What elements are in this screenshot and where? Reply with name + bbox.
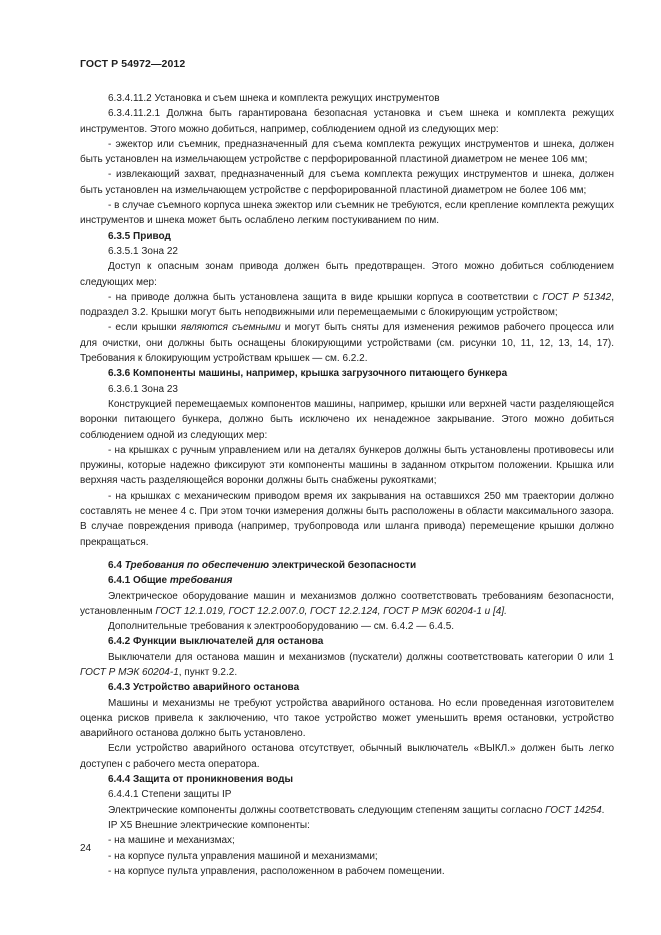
paragraph: Электрические компоненты должны соответствовать следующим степеням защиты согласно ГОСТ 14254. [108,804,605,816]
subsection-heading: 6.3.6.1 Зона 23 [108,383,178,395]
section-heading: 6.4.2 Функции выключателей для останова [108,636,324,648]
page-number: 24 [80,843,92,854]
list-item: - на корпусе пульта управления, расположенном в рабочем помещении. [108,865,445,877]
section-heading: 6.4.3 Устройство аварийного останова [108,682,300,694]
paragraph: 6.3.4.11.2.1 Должна быть гарантирована безопасная установка и съем шнека и комплекта режущих инструментов. Этого можно добиться, например, соблюдением одной из следующих мер: [80,108,614,135]
document-body [80,91,614,879]
list-item: - эжектор или съемник, предназначенный для съема комплекта режущих инструментов и шнека, должен быть установлен на измельчающем устройстве с перфорированной пластиной диаметром не менее 106 мм; [80,138,614,166]
section-heading: 6.3.6 Компоненты машины, например, крышка загрузочного питающего бункера [108,368,508,380]
section-heading: 6.4 Требования по обеспечению электрической безопасности [108,559,417,571]
list-item: - на крышках с ручным управлением или на деталях бункеров должны быть установлены противовесы или пружины, которые надежно фиксируют эти компоненты машины в заданном открытом положении. Крышка или верхняя часть разделяющейся воронки должны быть снабжены рукоятками; [80,444,614,487]
paragraph: Конструкцией перемещаемых компонентов машины, например, крышки или верхней части разделяющейся воронки питающего бункера, должно быть исключено их ненадежное закрывание. Этого можно добиться соблюдением одной из следующих мер: [80,398,614,441]
paragraph: Выключатели для останова машин и механизмов (пускатели) должны соответствовать категории 0 или 1 ГОСТ Р МЭК 60204-1, пункт 9.2.2. [80,651,614,678]
paragraph: Электрическое оборудование машин и механизмов должно соответствовать требованиям безопасности, установленным ГОСТ 12.1.019, ГОСТ 12.2.007.0, ГОСТ 12.2.124, ГОСТ Р МЭК 60204-1 и [4]. [80,590,614,617]
list-item: - если крышки являются съемными и могут быть сняты для изменения режимов рабочего процесса или для очистки, они должны быть оснащены блокирующими устройствами (см. рисунки 10, 11, 12, 13, 14, 17). Требования к блокирующим устройствам крышек — см. 6.2.2. [80,322,614,365]
paragraph: Дополнительные требования к электрооборудованию — см. 6.4.2 — 6.4.5. [108,621,455,633]
list-item: - на крышках с механическим приводом время их закрывания на оставшихся 250 мм траектории должно составлять не менее 4 с. При этом точки измерения должны быть расположены в области максимального зазора. В случае повреждения привода (например, трубопровода или шланга привода) перемещение крышки должно прекращаться. [80,490,614,548]
list-item: - на приводе должна быть установлена защита в виде крышки корпуса в соответствии с ГОСТ Р 51342, подраздел 3.2. Крышки могут быть неподвижными или перемещаемыми с блокирующим устройством; [80,291,614,319]
paragraph: Доступ к опасным зонам привода должен быть предотвращен. Этого можно добиться соблюдением следующих мер: [80,261,614,288]
section-heading: 6.4.1 Общие требования [108,575,233,587]
subsection-heading: 6.3.4.11.2 Установка и съем шнека и комплекта режущих инструментов [108,93,440,104]
list-item: - извлекающий захват, предназначенный для съема комплекта режущих инструментов и шнека, должен быть установлен на измельчающем устройстве с перфорированной пластиной диаметром не более 106 мм; [80,169,614,196]
document-header: ГОСТ Р 54972—2012 [80,58,186,70]
subsection-heading: 6.3.5.1 Зона 22 [108,245,178,257]
paragraph: Машины и механизмы не требуют устройства аварийного останова. Но если проведенная изготовителем оценка рисков привела к заключению, что такое устройство может уменьшить время остановки, устройство аварийного останова должно быть установлено. [80,697,614,740]
list-item: - в случае съемного корпуса шнека эжектор или съемник не требуются, если крепление комплекта режущих инструментов и шнека может быть ослаблено легким постукиванием по ним. [80,200,614,227]
paragraph: IP X5 Внешние электрические компоненты: [108,819,310,831]
paragraph: Если устройство аварийного останова отсутствует, обычный выключатель «ВЫКЛ.» должен быть легко доступен с рабочего места оператора. [80,743,614,770]
section-heading: 6.4.4 Защита от проникновения воды [108,774,294,786]
section-heading: 6.3.5 Привод [108,230,171,242]
list-item: - на корпусе пульта управления машиной и механизмами; [108,850,378,862]
list-item: - на машине и механизмах; [108,835,235,847]
subsection-heading: 6.4.4.1 Степени защиты IP [108,789,232,801]
